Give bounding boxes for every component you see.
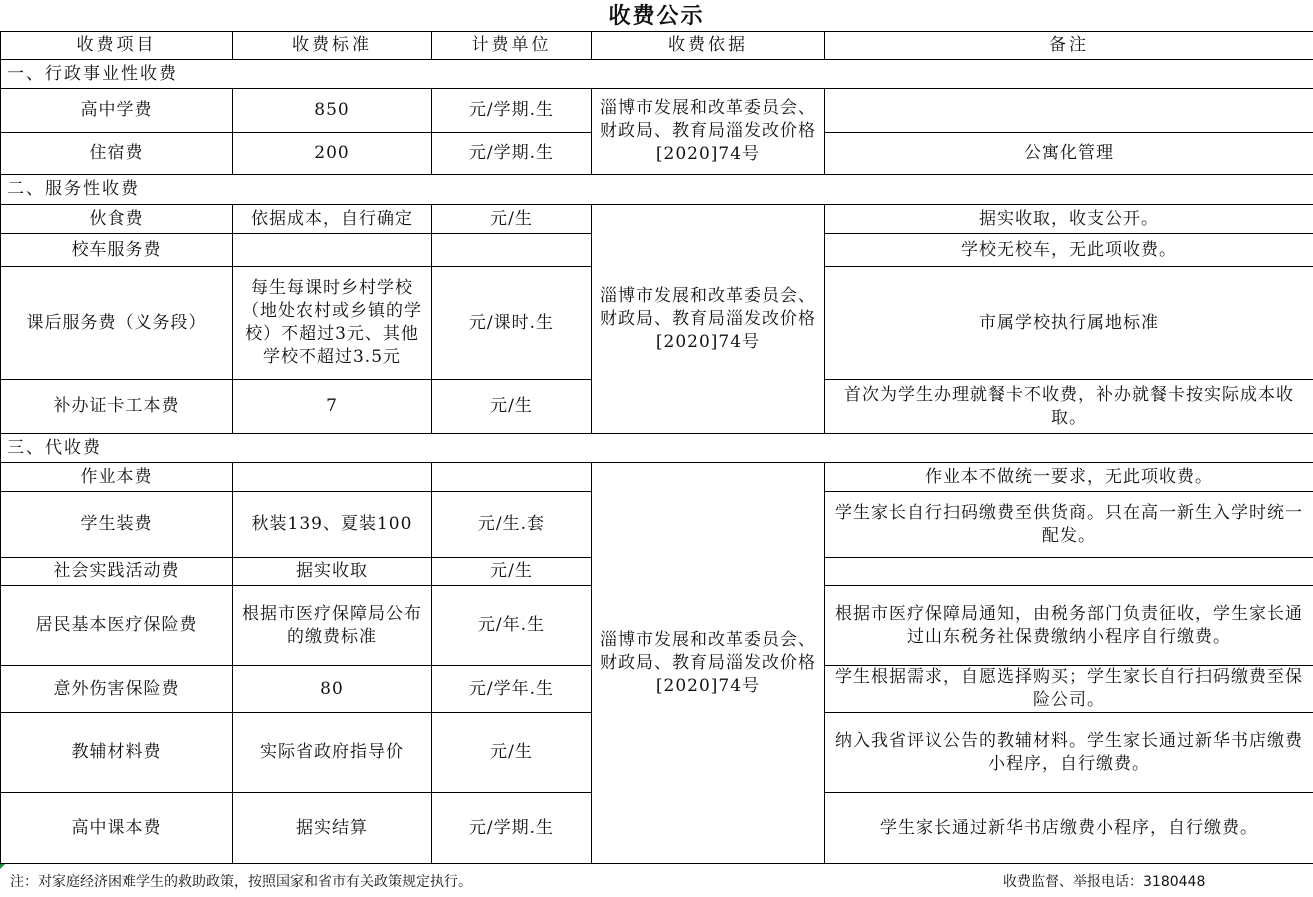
cell-unit — [432, 234, 592, 267]
header-item: 收费项目 — [1, 32, 233, 60]
cell-note: 学校无校车，无此项收费。 — [825, 234, 1313, 267]
cell-unit: 元/生 — [432, 558, 592, 586]
cell-item: 高中学费 — [1, 89, 233, 133]
cell-unit: 元/学年.生 — [432, 666, 592, 713]
cell-item: 社会实践活动费 — [1, 558, 233, 586]
cell-standard — [233, 463, 432, 492]
cell-marker — [0, 864, 5, 869]
cell-standard: 850 — [233, 89, 432, 133]
cell-note: 根据市医疗保障局通知，由税务部门负责征收，学生家长通过山东税务社保费缴纳小程序自行缴费。 — [825, 586, 1313, 666]
cell-item: 意外伤害保险费 — [1, 666, 233, 713]
cell-note: 学生家长通过新华书店缴费小程序，自行缴费。 — [825, 793, 1313, 864]
fee-table — [0, 31, 1313, 864]
cell-standard — [233, 234, 432, 267]
cell-note: 学生家长自行扫码缴费至供货商。只在高一新生入学时统一配发。 — [825, 492, 1313, 558]
cell-note: 学生根据需求，自愿选择购买；学生家长自行扫码缴费至保险公司。 — [825, 666, 1313, 713]
cell-item: 补办证卡工本费 — [1, 380, 233, 434]
cell-unit: 元/生 — [432, 713, 592, 793]
header-basis: 收费依据 — [592, 32, 825, 60]
cell-item: 课后服务费（义务段） — [1, 267, 233, 380]
cell-note: 纳入我省评议公告的教辅材料。学生家长通过新华书店缴费小程序，自行缴费。 — [825, 713, 1313, 793]
cell-unit: 元/学期.生 — [432, 793, 592, 864]
section-label: 一、行政事业性收费 — [1, 60, 1313, 89]
header-standard: 收费标准 — [233, 32, 432, 60]
section-row — [1, 434, 1313, 463]
section-label: 二、服务性收费 — [1, 175, 1313, 205]
cell-standard: 据实结算 — [233, 793, 432, 864]
cell-item: 伙食费 — [1, 205, 233, 234]
section-row — [1, 175, 1313, 205]
footer-note: 注：对家庭经济困难学生的救助政策，按照国家和省市有关政策规定执行。 — [10, 874, 472, 890]
footer-hotline: 收费监督、举报电话：3180448 — [1003, 874, 1206, 890]
cell-basis: 淄博市发展和改革委员会、财政局、教育局淄发改价格[2020]74号 — [592, 89, 825, 175]
cell-note: 首次为学生办理就餐卡不收费，补办就餐卡按实际成本收取。 — [825, 380, 1313, 434]
cell-note: 作业本不做统一要求，无此项收费。 — [825, 463, 1313, 492]
cell-unit: 元/学期.生 — [432, 89, 592, 133]
cell-note — [825, 89, 1313, 133]
cell-basis: 淄博市发展和改革委员会、财政局、教育局淄发改价格[2020]74号 — [592, 205, 825, 434]
cell-note: 公寓化管理 — [825, 133, 1313, 175]
cell-unit: 元/生 — [432, 205, 592, 234]
cell-unit: 元/学期.生 — [432, 133, 592, 175]
cell-unit: 元/年.生 — [432, 586, 592, 666]
cell-standard: 根据市医疗保障局公布的缴费标准 — [233, 586, 432, 666]
header-note: 备注 — [825, 32, 1313, 60]
header-row — [1, 32, 1313, 60]
cell-standard: 实际省政府指导价 — [233, 713, 432, 793]
table-row — [1, 205, 1313, 234]
cell-note: 市属学校执行属地标准 — [825, 267, 1313, 380]
cell-item: 教辅材料费 — [1, 713, 233, 793]
header-unit: 计费单位 — [432, 32, 592, 60]
cell-standard: 依据成本，自行确定 — [233, 205, 432, 234]
cell-standard: 200 — [233, 133, 432, 175]
cell-standard: 据实收取 — [233, 558, 432, 586]
page-title: 收费公示 — [608, 4, 705, 29]
cell-item: 作业本费 — [1, 463, 233, 492]
cell-item: 住宿费 — [1, 133, 233, 175]
cell-basis: 淄博市发展和改革委员会、财政局、教育局淄发改价格[2020]74号 — [592, 463, 825, 864]
cell-standard: 7 — [233, 380, 432, 434]
cell-unit — [432, 463, 592, 492]
cell-item: 校车服务费 — [1, 234, 233, 267]
table-row — [1, 463, 1313, 492]
cell-item: 居民基本医疗保险费 — [1, 586, 233, 666]
cell-item: 高中课本费 — [1, 793, 233, 864]
cell-unit: 元/生 — [432, 380, 592, 434]
section-label: 三、代收费 — [1, 434, 1313, 463]
cell-unit: 元/课时.生 — [432, 267, 592, 380]
cell-item: 学生装费 — [1, 492, 233, 558]
cell-standard: 80 — [233, 666, 432, 713]
section-row — [1, 60, 1313, 89]
cell-standard: 秋装139、夏装100 — [233, 492, 432, 558]
cell-unit: 元/生.套 — [432, 492, 592, 558]
cell-note: 据实收取，收支公开。 — [825, 205, 1313, 234]
table-row — [1, 89, 1313, 133]
cell-standard: 每生每课时乡村学校（地处农村或乡镇的学校）不超过3元、其他学校不超过3.5元 — [233, 267, 432, 380]
cell-note — [825, 558, 1313, 586]
